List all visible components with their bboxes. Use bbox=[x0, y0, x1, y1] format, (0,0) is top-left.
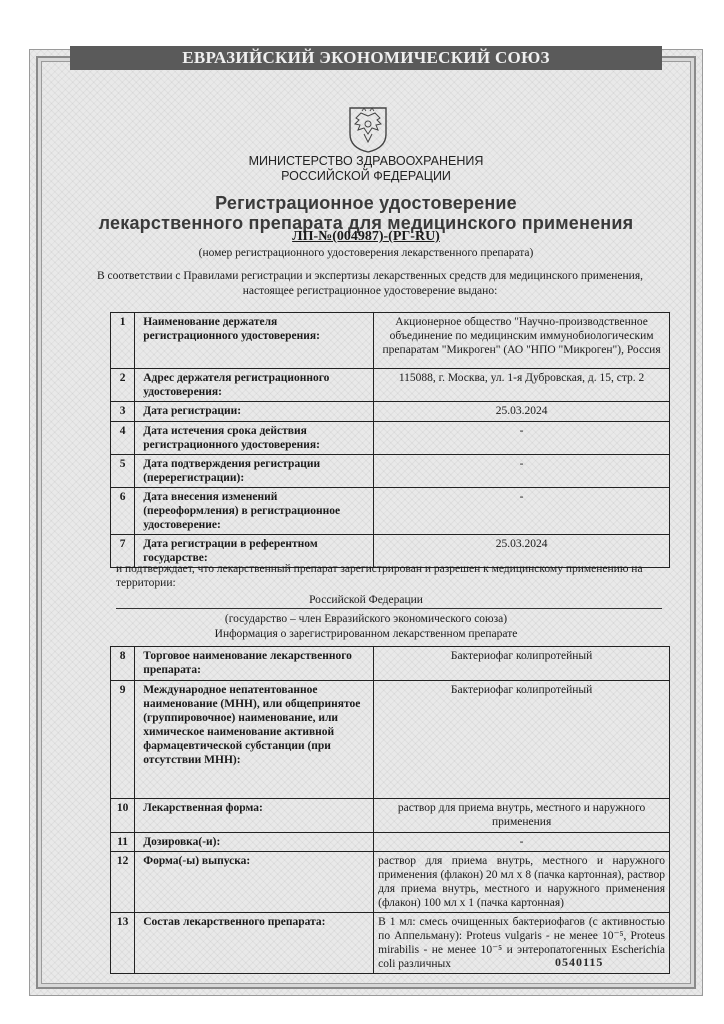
table-row bbox=[111, 799, 670, 833]
row-number: 9 bbox=[111, 681, 135, 799]
registration-number: ЛП-№(004987)-(РГ-RU) bbox=[292, 229, 440, 244]
row-number: 7 bbox=[111, 535, 135, 568]
row-number: 8 bbox=[111, 647, 135, 681]
confirmation-text: и подтверждает, что лекарственный препарат зарегистрирован и разрешен к медицинскому применению на территории: bbox=[116, 563, 643, 589]
row-value: Бактериофаг колипротейный bbox=[374, 647, 670, 681]
row-label: Адрес держателя регистрационного удостоверения: bbox=[135, 369, 374, 402]
row-number: 10 bbox=[111, 799, 135, 833]
row-number: 11 bbox=[111, 833, 135, 852]
row-value: - bbox=[374, 833, 670, 852]
row-label: Дата истечения срока действия регистрационного удостоверения: bbox=[135, 422, 374, 455]
row-number: 5 bbox=[111, 455, 135, 488]
country-name: Российской Федерации bbox=[309, 594, 423, 606]
row-value: раствор для приема внутрь, местного и наружного применения (флакон) 20 мл х 8 (пачка картонная), раствор для приема внутрь, местного и наружного применения (флакон) 100 мл х 1 (пачка картонная) bbox=[374, 852, 670, 913]
row-number: 1 bbox=[111, 313, 135, 369]
row-value: В 1 мл: смесь очищенных бактериофагов (с активностью по Аппельману): Proteus vulgaris - не менее 10⁻⁵, Proteus mirabilis - не менее 10⁻⁵ и энтеропатогенных Escherichia coli различных bbox=[374, 913, 670, 974]
row-number: 3 bbox=[111, 402, 135, 422]
table-row bbox=[111, 681, 670, 799]
row-number: 12 bbox=[111, 852, 135, 913]
certificate-sheet bbox=[30, 50, 702, 995]
document-title: Регистрационное удостоверение bbox=[215, 193, 517, 213]
row-value: - bbox=[374, 488, 670, 535]
row-label: Международное непатентованное наименование (МНН), или общепринятое (группировочное) наименование, или химическое наименование активной фармацевтической субстанции (при отсутствии МНН): bbox=[135, 681, 374, 799]
row-value: - bbox=[374, 455, 670, 488]
row-label: Наименование держателя регистрационного удостоверения: bbox=[135, 313, 374, 369]
row-label: Дата внесения изменений (переоформления) в регистрационное удостоверение: bbox=[135, 488, 374, 535]
row-value: Бактериофаг колипротейный bbox=[374, 681, 670, 799]
registration-number-caption: (номер регистрационного удостоверения лекарственного препарата) bbox=[198, 247, 534, 259]
coat-of-arms-icon bbox=[346, 104, 390, 154]
row-value: раствор для приема внутрь, местного и наружного применения bbox=[374, 799, 670, 833]
row-label: Дата подтверждения регистрации (перерегистрации): bbox=[135, 455, 374, 488]
table-row bbox=[111, 402, 670, 422]
table-row bbox=[111, 852, 670, 913]
row-value: - bbox=[374, 422, 670, 455]
intro-text: В соответствии с Правилами регистрации и экспертизы лекарственных средств для медицинского применения, настоящее регистрационное удостоверение выдано: bbox=[96, 270, 643, 297]
table-row bbox=[111, 313, 670, 369]
table-row bbox=[111, 369, 670, 402]
row-value: 115088, г. Москва, ул. 1-я Дубровская, д. 15, стр. 2 bbox=[374, 369, 670, 402]
table-row bbox=[111, 647, 670, 681]
country-underline bbox=[116, 608, 662, 609]
table-row bbox=[111, 833, 670, 852]
table-row bbox=[111, 488, 670, 535]
row-label: Дата регистрации: bbox=[135, 402, 374, 422]
row-label: Торговое наименование лекарственного препарата: bbox=[135, 647, 374, 681]
product-table bbox=[110, 646, 670, 974]
row-label: Лекарственная форма: bbox=[135, 799, 374, 833]
product-info-heading: Информация о зарегистрированном лекарственном препарате bbox=[214, 628, 518, 640]
table-row bbox=[111, 422, 670, 455]
serial-number: 0540115 bbox=[555, 955, 604, 969]
row-number: 6 bbox=[111, 488, 135, 535]
row-value: 25.03.2024 bbox=[374, 402, 670, 422]
country-caption: (государство – член Евразийского экономического союза) bbox=[224, 613, 508, 625]
row-label: Состав лекарственного препарата: bbox=[135, 913, 374, 974]
row-label: Форма(-ы) выпуска: bbox=[135, 852, 374, 913]
holder-table bbox=[110, 312, 670, 568]
row-number: 13 bbox=[111, 913, 135, 974]
row-value: 25.03.2024 bbox=[374, 535, 670, 568]
ministry-name: МИНИСТЕРСТВО ЗДРАВООХРАНЕНИЯ РОССИЙСКОЙ ФЕДЕРАЦИИ bbox=[248, 154, 484, 183]
row-value: Акционерное общество "Научно-производственное объединение по медицинским иммунобиологическим препаратам "Микроген" (АО "НПО "Микроген"), Россия bbox=[374, 313, 670, 369]
union-banner: ЕВРАЗИЙСКИЙ ЭКОНОМИЧЕСКИЙ СОЮЗ bbox=[70, 46, 662, 70]
document-subtitle: лекарственного препарата для медицинского применения bbox=[98, 213, 634, 233]
row-label: Дозировка(-и): bbox=[135, 833, 374, 852]
table-row bbox=[111, 455, 670, 488]
row-label: Дата регистрации в референтном государстве: bbox=[135, 535, 374, 568]
row-number: 4 bbox=[111, 422, 135, 455]
row-number: 2 bbox=[111, 369, 135, 402]
